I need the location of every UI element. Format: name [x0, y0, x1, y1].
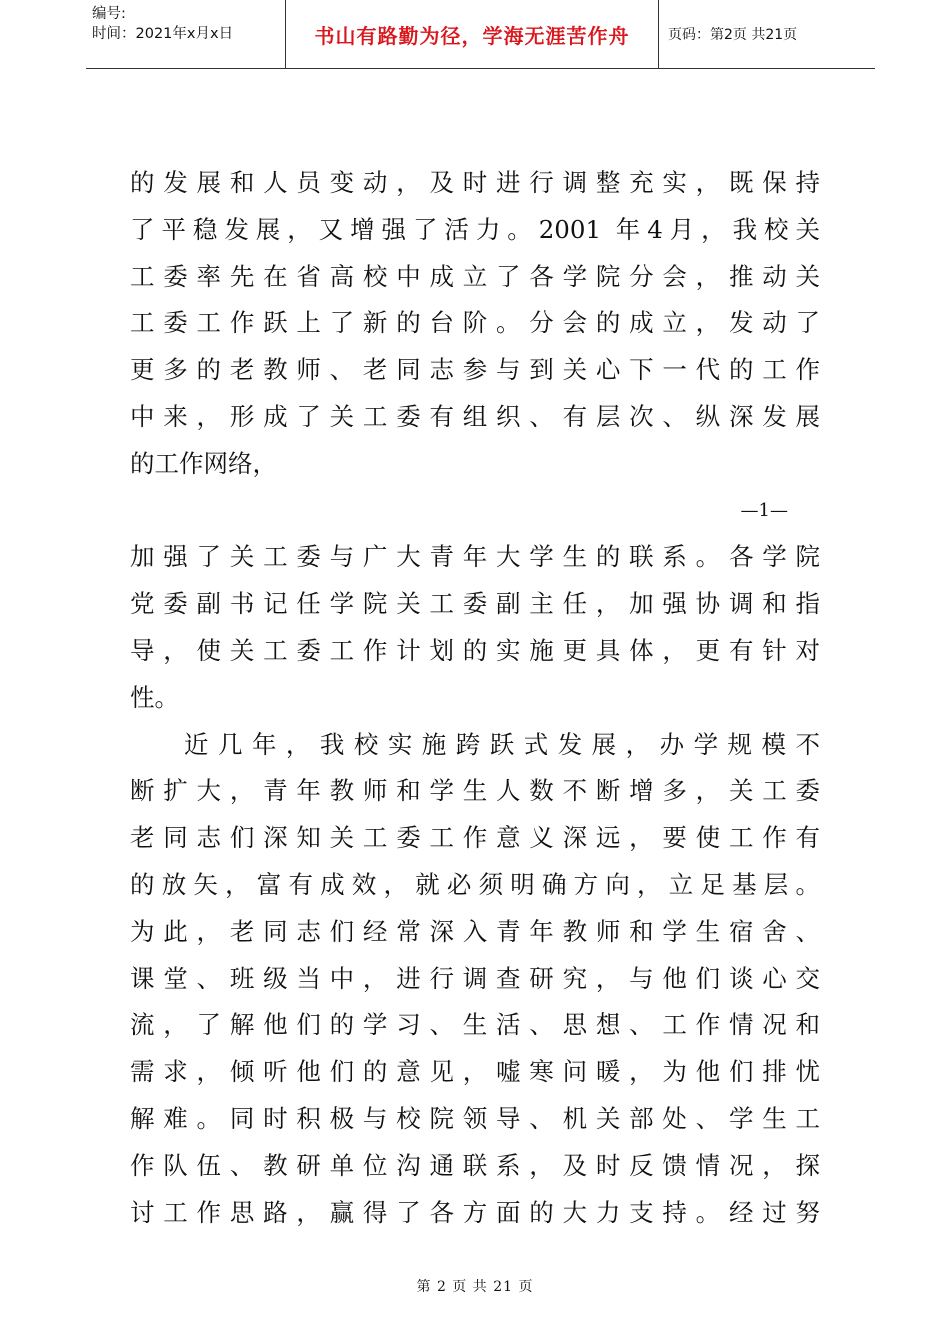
text-line: 为此，老同志们经常深入青年教师和学生宿舍、 [130, 916, 820, 946]
serial-label: 编号: [92, 6, 126, 22]
text-line: 讨工作思路，赢得了各方面的大力支持。经过努 [130, 1197, 820, 1227]
text-line: 更多的老教师、老同志参与到关心下一代的工作 [130, 355, 820, 385]
text-line: 解难。同时积极与校院领导、机关部处、学生工 [130, 1103, 820, 1133]
text-line: 需求，倾听他们的意见，嘘寒问暖，为他们排忧 [130, 1057, 820, 1087]
text-line: 作队伍、教研单位沟通联系，及时反馈情况，探 [130, 1150, 820, 1180]
text-line: 性。 [130, 682, 179, 712]
paragraph-first-line: 近几年，我校实施跨跃式发展，办学规模不 [184, 729, 820, 759]
document-body [130, 160, 820, 1236]
text-line: 工委率先在省高校中成立了各学院分会，推动关 [130, 261, 820, 291]
text-line: 课堂、班级当中，进行调查研究，与他们谈心交 [130, 963, 820, 993]
text-line: 的放矢，富有成效，就必须明确方向，立足基层。 [130, 869, 820, 899]
inline-page-mark: —1— [740, 499, 788, 521]
text-line: 加强了关工委与广大青年大学生的联系。各学院 [130, 542, 820, 572]
header-motto: 书山有路勤为径，学海无涯苦作舟 [286, 0, 659, 68]
text-line: 导，使关工委工作计划的实施更具体，更有针对 [130, 635, 820, 665]
page-footer: 第 2 页 共 21 页 [416, 1279, 534, 1295]
time-label: 时间：2021年x月x日 [92, 26, 234, 42]
text-line: 的发展和人员变动，及时进行调整充实，既保持 [130, 168, 820, 197]
text-line: 工委工作跃上了新的台阶。分会的成立，发动了 [130, 308, 820, 338]
text-line: 流，了解他们的学习、生活、思想、工作情况和 [130, 1010, 820, 1040]
page-header [86, 0, 875, 69]
text-line: 断扩大，青年教师和学生人数不断增多，关工委 [130, 776, 820, 806]
text-line: 中来，形成了关工委有组织、有层次、纵深发展 [130, 401, 820, 431]
header-page-info: 页码：第2页 共21页 [668, 27, 798, 43]
text-line: 老同志们深知关工委工作意义深远，要使工作有 [130, 823, 820, 853]
text-line: 的工作网络， [130, 448, 277, 478]
text-line: 了平稳发展，又增强了活力。2001 年4月，我校关 [130, 214, 820, 244]
header-meta [86, 0, 286, 68]
text-line: 党委副书记任学院关工委副主任，加强协调和指 [130, 589, 820, 619]
